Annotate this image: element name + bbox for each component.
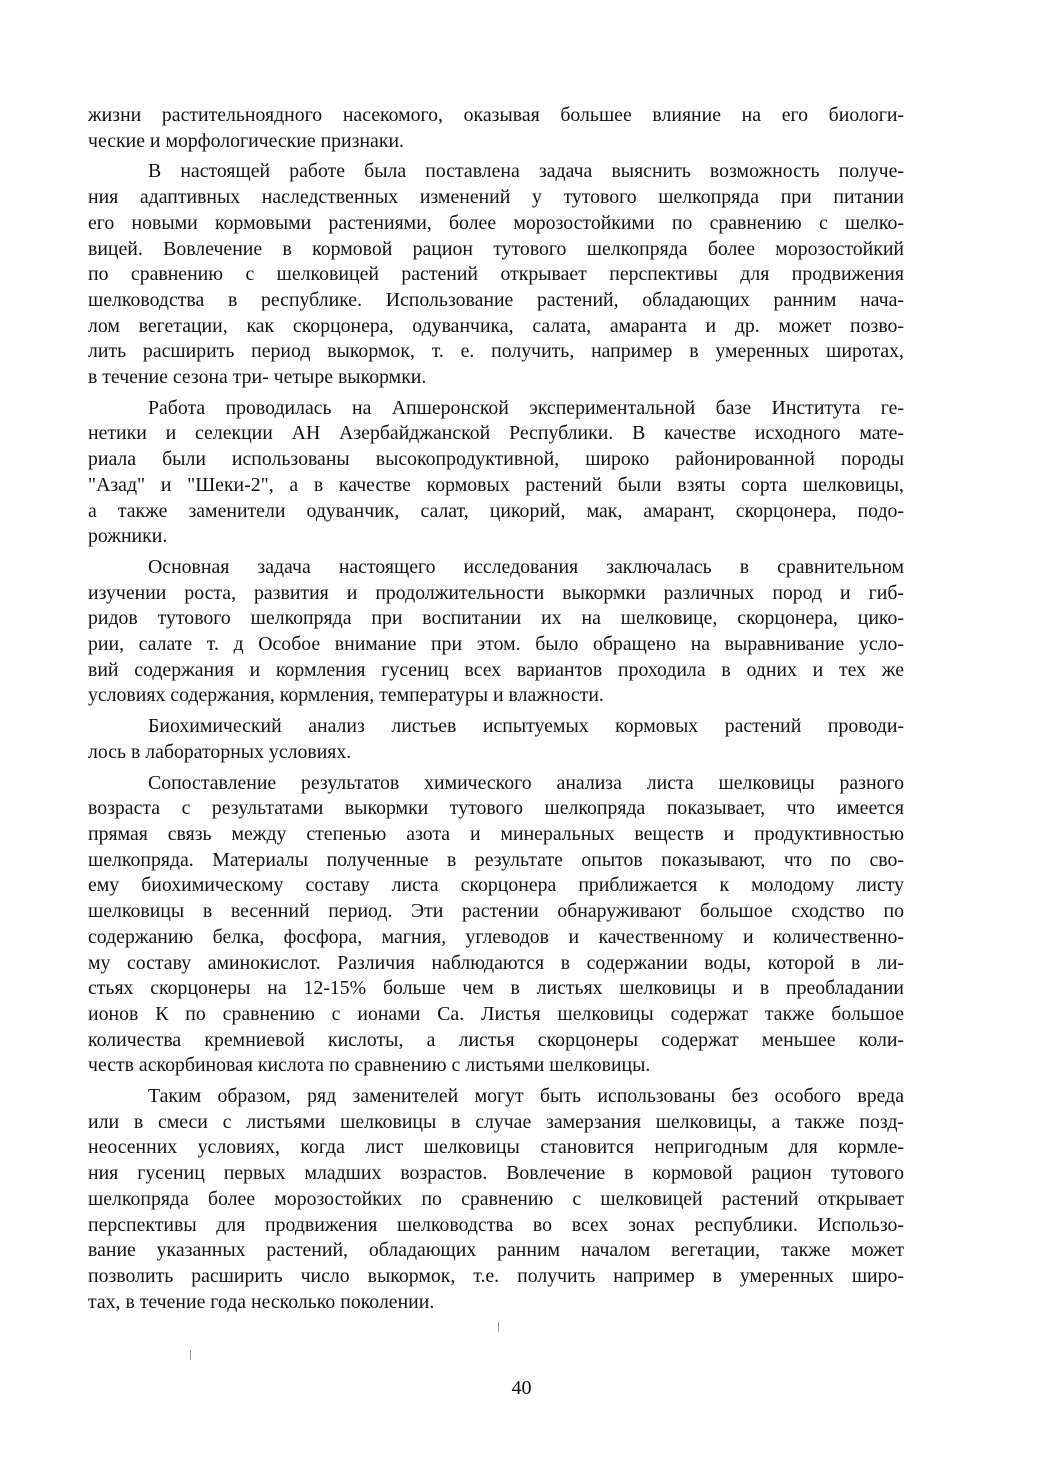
text-line: прямая связь между степенью азота и минеральных веществ и продуктивностью (88, 822, 904, 845)
text-line: честв аскорбиновая кислота по сравнению с листьями шелковицы. (88, 1054, 651, 1077)
paragraph (88, 1084, 904, 1315)
text-line: ридов тутового шелкопряда при воспитании их на шелковице, скорцонера, цико- (88, 607, 904, 630)
text-line: лом вегетации, как скорцонера, одуванчика, салата, амаранта и др. может позво- (88, 314, 904, 337)
text-line: или в смеси с листьями шелковицы в случае замерзания шелковицы, а также позд- (88, 1110, 904, 1133)
text-line: условиях содержания, кормления, температуры и влажности. (88, 684, 604, 707)
text-line: перспективы для продвижения шелководства во всех зонах республики. Использо- (88, 1213, 904, 1236)
page-number: 40 (511, 1377, 532, 1399)
text-line: содержанию белка, фосфора, магния, углеводов и качественному и количественно- (88, 925, 904, 948)
text-line: вий содержания и кормления гусениц всех вариантов проходила в одних и тех же (88, 658, 904, 681)
text-line: нетики и селекции АН Азербайджанской Республики. В качестве исходного мате- (88, 422, 904, 445)
paragraph (88, 396, 904, 550)
text-line: Основная задача настоящего исследования заключалась в сравнительном (148, 555, 904, 578)
text-line: шелкопряда. Материалы полученные в результате опытов показывают, что по сво- (88, 848, 904, 871)
text-line: Работа проводилась на Апшеронской экспериментальной базе Института ге- (148, 396, 904, 419)
text-line: количества кремниевой кислоты, а листья скорцонеры содержат меньшее коли- (88, 1028, 904, 1051)
text-line: ионов К по сравнению с ионами Са. Листья шелковицы содержат также большое (88, 1002, 904, 1025)
text-line: вицей. Вовлечение в кормовой рацион тутового шелкопряда более морозостойкий (88, 237, 904, 260)
text-line: лить расширить период выкормок, т. е. получить, например в умеренных широтах, (88, 340, 904, 363)
text-line: му составу аминокислот. Различия наблюдаются в содержании воды, которой в ли- (88, 951, 904, 974)
text-line: рии, салате т. д Особое внимание при этом. было обращено на выравнивание усло- (88, 633, 904, 656)
paragraph (88, 103, 904, 154)
paragraph (88, 159, 904, 390)
text-line: Таким образом, ряд заменителей могут быть использованы без особого вреда (148, 1085, 904, 1108)
text-line: стьях скорцонеры на 12-15% больше чем в листьях шелковицы и в преобладании (88, 977, 904, 1000)
paragraph (88, 771, 904, 1079)
text-line: шелковицы в весенний период. Эти растении обнаруживают большое сходство по (88, 900, 904, 923)
text-line: ния гусениц первых младших возрастов. Вовлечение в кормовой рацион тутового (88, 1162, 904, 1185)
text-line: "Азад" и "Шеки-2", а в качестве кормовых растений были взяты сорта шелковицы, (88, 473, 904, 496)
text-line: по сравнению с шелковицей растений открывает перспективы для продвижения (88, 263, 904, 286)
text-line: риала были использованы высокопродуктивной, широко районированной породы (88, 448, 904, 471)
text-line: ческие и морфологические признаки. (88, 129, 404, 152)
text-line: лось в лабораторных условиях. (88, 740, 352, 763)
text-line: в течение сезона три- четыре выкормки. (88, 366, 427, 389)
document-body (88, 103, 904, 1315)
text-line: ему биохимическому составу листа скорцонера приближается к молодому листу (88, 874, 904, 897)
paragraph (88, 555, 904, 709)
text-line: рожники. (88, 525, 168, 548)
text-line: изучении роста, развития и продолжительности выкормки различных пород и гиб- (88, 581, 904, 604)
text-line: шелководства в республике. Использование растений, обладающих ранним нача- (88, 288, 904, 311)
text-line: шелкопряда более морозостойких по сравнению с шелковицей растений открывает (88, 1187, 904, 1210)
text-line: жизни растительноядного насекомого, оказывая большее влияние на его биологи- (88, 104, 904, 126)
scan-speck (190, 1350, 191, 1360)
text-line: его новыми кормовыми растениями, более морозостойкими по сравнению с шелко- (88, 211, 904, 234)
paragraph (88, 714, 904, 765)
text-line: ния адаптивных наследственных изменений у тутового шелкопряда при питании (88, 186, 904, 209)
text-line: Биохимический анализ листьев испытуемых кормовых растений проводи- (148, 715, 904, 738)
text-line: тах, в течение года несколько поколении. (88, 1290, 435, 1313)
text-line: вание указанных растений, обладающих ранним началом вегетации, также может (88, 1239, 904, 1262)
text-line: позволить расширить число выкормок, т.е. получить например в умеренных широ- (88, 1264, 904, 1287)
text-line: а также заменители одуванчик, салат, цикорий, мак, амарант, скорцонера, подо- (88, 499, 904, 522)
text-line: возраста с результатами выкормки тутового шелкопряда показывает, что имеется (88, 797, 904, 820)
text-line: неосенних условиях, когда лист шелковицы становится непригодным для кормле- (88, 1136, 904, 1159)
text-line: Сопоставление результатов химического анализа листа шелковицы разного (148, 771, 904, 794)
text-line: В настоящей работе была поставлена задача выяснить возможность получе- (148, 160, 904, 183)
scan-speck (498, 1322, 499, 1332)
